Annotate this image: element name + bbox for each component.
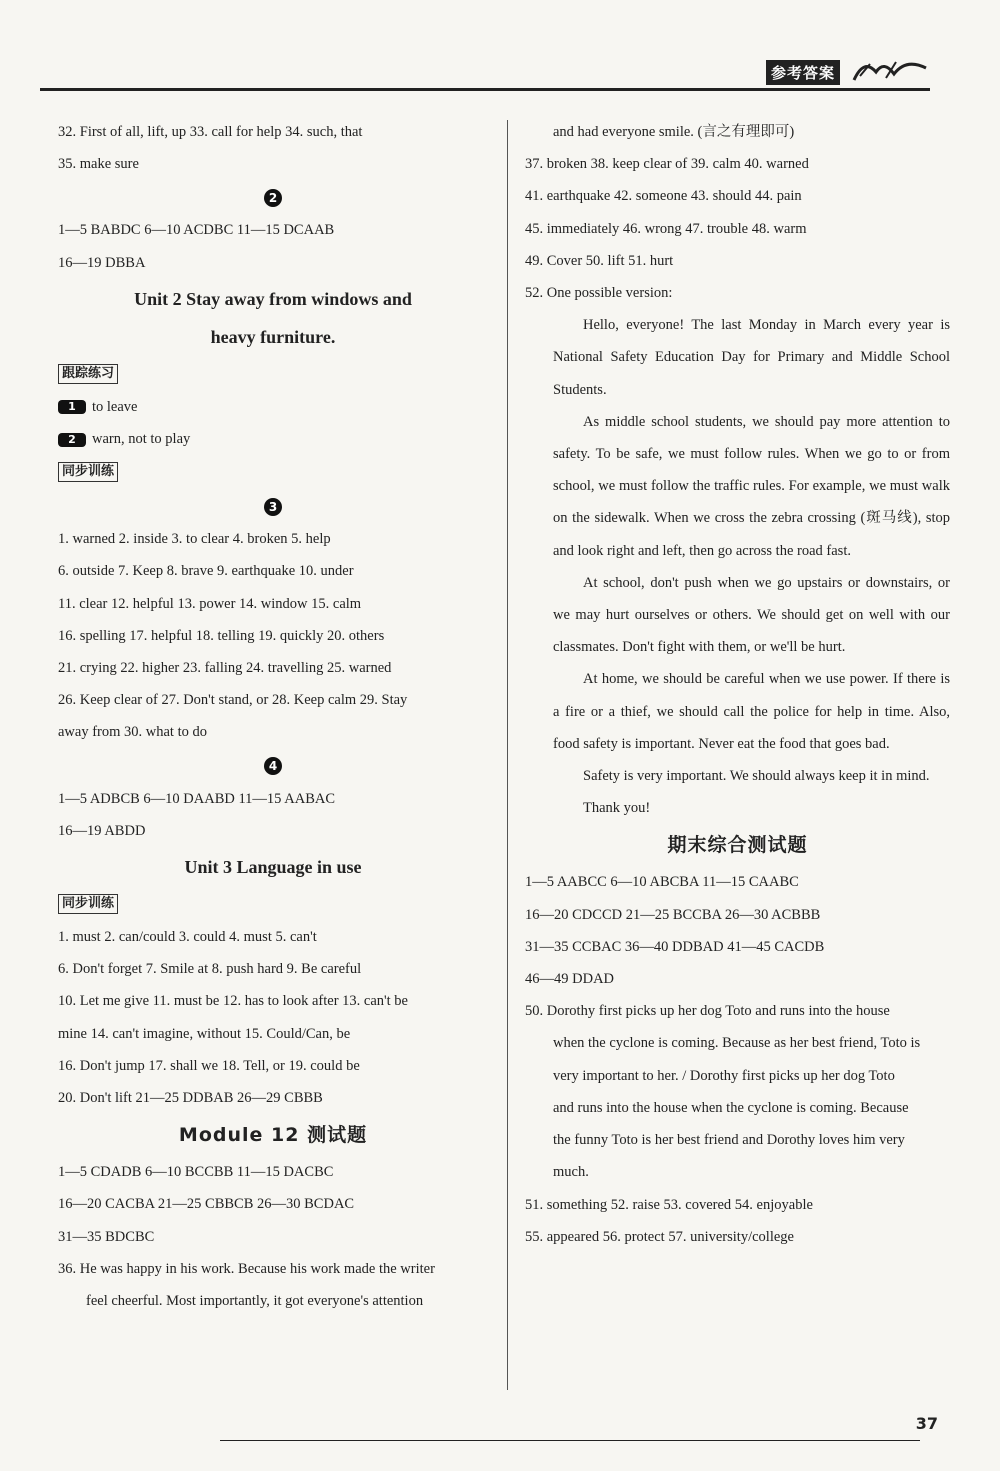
answer-line: and runs into the house when the cyclone is coming. Because bbox=[553, 1099, 909, 1116]
unit-title: Unit 3 Language in use bbox=[184, 857, 362, 878]
unit-title: Unit 2 Stay away from windows and bbox=[134, 288, 412, 309]
answer-line: 31—35 BDCBC bbox=[58, 1228, 155, 1245]
answer-line: 35. make sure bbox=[58, 156, 139, 173]
answer-line: 36. He was happy in his work. Because his work made the writer bbox=[58, 1260, 435, 1277]
essay-paragraph: At home, we should be careful when we use power. If there is a fire or a thief, we should call the police for help in time. Also, food safety is important. Never eat the food that goes bad. bbox=[553, 671, 950, 752]
essay-paragraph: Hello, everyone! The last Monday in March every year is National Safety Education Day for Primary and Middle School Students. bbox=[553, 317, 950, 398]
answer-line: 10. Let me give 11. must be 12. has to look after 13. can't be bbox=[58, 993, 408, 1010]
answer-line: 41. earthquake 42. someone 43. should 44. pain bbox=[525, 188, 802, 205]
brand-logo-icon bbox=[850, 54, 930, 84]
tracking-practice-tag: 跟踪练习 bbox=[58, 364, 118, 384]
answer-line: 45. immediately 46. wrong 47. trouble 48. warm bbox=[525, 220, 807, 237]
left-column bbox=[58, 116, 488, 1317]
module-test-title: Module 12 测试题 bbox=[178, 1124, 368, 1147]
unit-title: heavy furniture. bbox=[210, 326, 336, 347]
answer-line: when the cyclone is coming. Because as her best friend, Toto is bbox=[553, 1035, 921, 1052]
answer-line: 51. something 52. raise 53. covered 54. enjoyable bbox=[525, 1196, 813, 1213]
final-test-title: 期末综合测试题 bbox=[667, 834, 808, 857]
answer-line: 50. Dorothy first picks up her dog Toto and runs into the house bbox=[525, 1003, 890, 1020]
essay-paragraph: As middle school students, we should pay more attention to safety. To be safe, we must follow rules. When we go to or from school, we must follow the traffic rules. For example, we must walk on the sidewalk. When we cross the zebra crossing (斑马线), stop and look right and left, then go across the road fast. bbox=[553, 413, 950, 559]
answer-line: 32. First of all, lift, up 33. call for help 34. such, that bbox=[58, 124, 363, 140]
answer-line: 49. Cover 50. lift 51. hurt bbox=[525, 252, 674, 269]
point-badge: 2 bbox=[58, 433, 86, 447]
answer-line: 55. appeared 56. protect 57. university/college bbox=[525, 1228, 794, 1245]
answer-line: away from 30. what to do bbox=[58, 724, 207, 741]
answer-line: 6. Don't forget 7. Smile at 8. push hard 9. Be careful bbox=[58, 961, 362, 978]
answer-line: 21. crying 22. higher 23. falling 24. travelling 25. warned bbox=[58, 660, 392, 677]
sync-training-tag: 同步训练 bbox=[58, 894, 118, 914]
answer-line: 16—20 CACBA 21—25 CBBCB 26—30 BCDAC bbox=[58, 1196, 355, 1213]
answer-line: 16. Don't jump 17. shall we 18. Tell, or 19. could be bbox=[58, 1057, 360, 1074]
footer-rule bbox=[220, 1440, 920, 1441]
answer-line: 1—5 BABDC 6—10 ACDBC 11—15 DCAAB bbox=[58, 222, 335, 239]
answer-key-badge: 参考答案 bbox=[766, 60, 840, 85]
answer-line: feel cheerful. Most importantly, it got everyone's attention bbox=[86, 1293, 424, 1310]
answer-line: 46—49 DDAD bbox=[525, 971, 615, 988]
answer-line: mine 14. can't imagine, without 15. Could/Can, be bbox=[58, 1025, 351, 1042]
answer-line: 1. must 2. can/could 3. could 4. must 5. can't bbox=[58, 929, 317, 946]
section-number: 4 bbox=[58, 749, 488, 783]
sample-essay bbox=[525, 309, 950, 824]
answer-line: 11. clear 12. helpful 13. power 14. window 15. calm bbox=[58, 595, 362, 612]
right-column bbox=[525, 116, 950, 1253]
answer-line: 16. spelling 17. helpful 18. telling 19. quickly 20. others bbox=[58, 627, 385, 644]
sync-training-tag: 同步训练 bbox=[58, 462, 118, 482]
point-badge: 1 bbox=[58, 400, 86, 414]
essay-paragraph: At school, don't push when we go upstairs or downstairs, or we may hurt ourselves or others. We should get on well with our classmates. Don't fight with them, or we'll be hurt. bbox=[553, 574, 950, 656]
answer-line: 52. One possible version: bbox=[525, 285, 673, 302]
answer-line: 16—19 ABDD bbox=[58, 822, 146, 839]
answer-line: 20. Don't lift 21—25 DDBAB 26—29 CBBB bbox=[58, 1090, 323, 1107]
answer-line: much. bbox=[553, 1164, 589, 1181]
answer-line: 1—5 ADBCB 6—10 DAABD 11—15 AABAC bbox=[58, 790, 336, 807]
answer-line: the funny Toto is her best friend and Dorothy loves him very bbox=[553, 1132, 905, 1149]
answer-line: 1 to leave bbox=[58, 391, 488, 423]
answer-line: 26. Keep clear of 27. Don't stand, or 28. Keep calm 29. Stay bbox=[58, 692, 408, 709]
answer-line: very important to her. / Dorothy first picks up her dog Toto bbox=[553, 1067, 895, 1084]
answer-line: 1—5 AABCC 6—10 ABCBA 11—15 CAABC bbox=[525, 874, 799, 891]
page-header bbox=[40, 50, 960, 90]
answer-line: 16—19 DBBA bbox=[58, 254, 146, 271]
header-rule bbox=[40, 88, 930, 91]
answer-line: 2 warn, not to play bbox=[58, 423, 488, 455]
answer-line: 31—35 CCBAC 36—40 DDBAD 41—45 CACDB bbox=[525, 938, 825, 955]
answer-line: 37. broken 38. keep clear of 39. calm 40. warned bbox=[525, 156, 809, 173]
answer-line: 1. warned 2. inside 3. to clear 4. broken 5. help bbox=[58, 531, 331, 548]
answer-line: 16—20 CDCCD 21—25 BCCBA 26—30 ACBBB bbox=[525, 906, 821, 923]
section-number: 2 bbox=[58, 180, 488, 214]
section-number: 3 bbox=[58, 489, 488, 523]
page-number: 37 bbox=[915, 1414, 938, 1433]
answer-line: and had everyone smile. (言之有理即可) bbox=[553, 124, 795, 140]
column-divider bbox=[507, 120, 508, 1390]
answer-line: 1—5 CDADB 6—10 BCCBB 11—15 DACBC bbox=[58, 1164, 334, 1181]
essay-paragraph: Safety is very important. We should always keep it in mind. bbox=[583, 768, 930, 785]
essay-paragraph: Thank you! bbox=[583, 800, 651, 817]
answer-line: 6. outside 7. Keep 8. brave 9. earthquake 10. under bbox=[58, 563, 354, 580]
